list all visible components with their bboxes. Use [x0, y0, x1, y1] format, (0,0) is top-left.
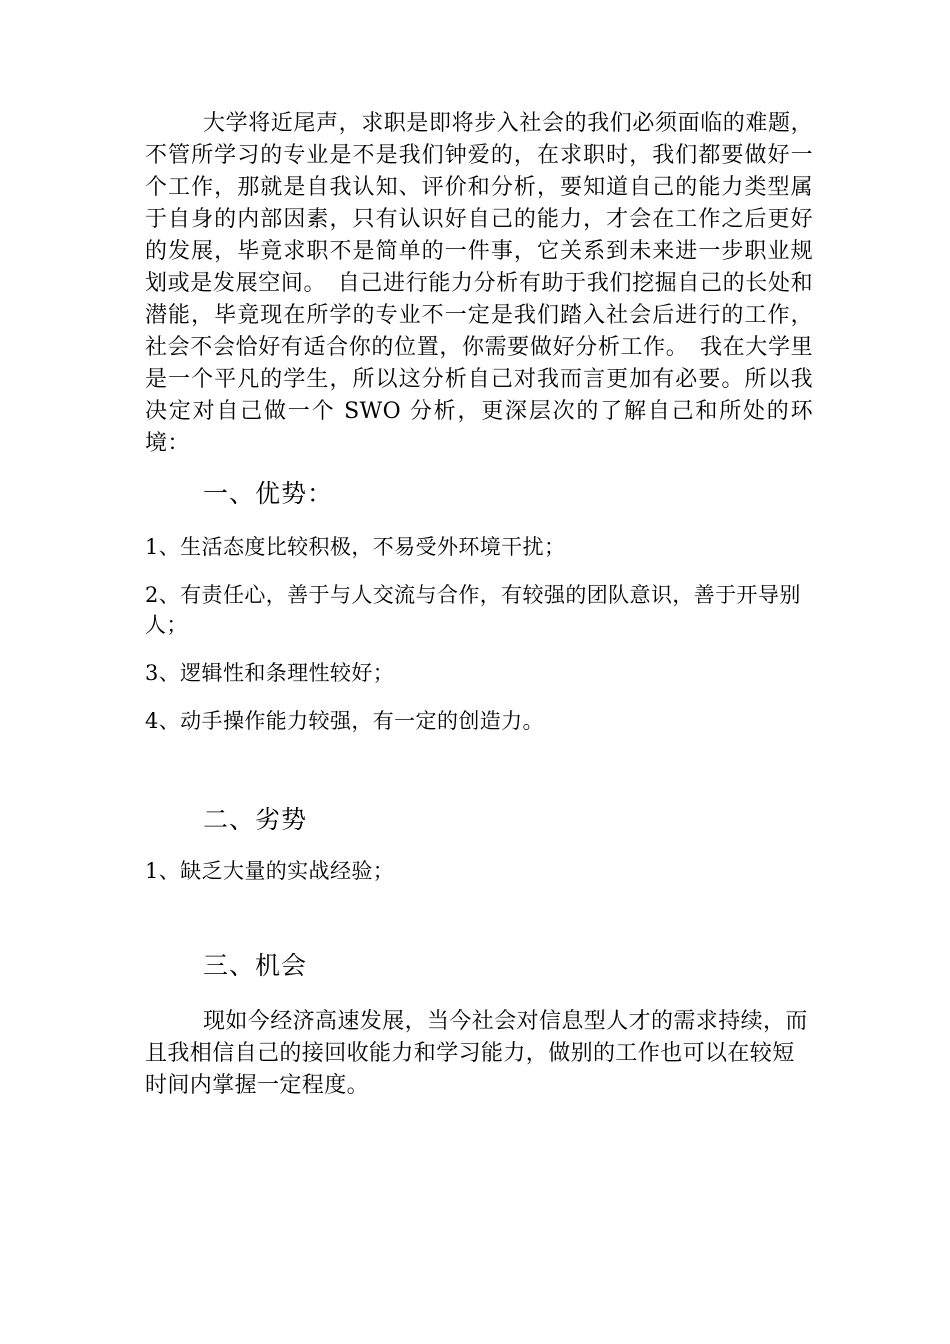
opportunities-paragraph: 现如今经济高速发展，当今社会对信息型人才的需求持续，而且我相信自己的接回收能力和学习能力，做别的工作也可以在较短时间内掌握一定程度。	[145, 1009, 808, 1098]
document-page	[145, 108, 813, 1102]
heading-strengths: 一、优势：	[203, 479, 334, 508]
intro-paragraph: 大学将近尾声，求职是即将步入社会的我们必须面临的难题，不管所学习的专业是不是我们钟爱的，在求职时，我们都要做好一个工作，那就是自我认知、评价和分析，要知道自己的能力类型属于自身的内部因素，只有认识好自己的能力，才会在工作之后更好的发展，毕竟求职不是简单的一件事，它关系到未来进一步职业规划或是发展空间。 自己进行能力分析有助于我们挖掘自己的长处和潜能，毕竟现在所学的专业不一定是我们踏入社会后进行的工作，社会不会恰好有适合你的位置，你需要做好分析工作。 我在大学里是一个平凡的学生，所以这分析自己对我而言更加有必要。所以我决定对自己做一个 SWO 分析，更深层次的了解自己和所处的环境：	[145, 111, 813, 456]
weakness-item-1: 1、缺乏大量的实战经验；	[145, 859, 395, 883]
strength-item-3: 3、逻辑性和条理性较好；	[145, 661, 395, 685]
strength-item-2: 2、有责任心，善于与人交流与合作，有较强的团队意识，善于开导别人；	[145, 583, 801, 637]
heading-opportunities: 三、机会	[203, 951, 308, 980]
strength-item-4: 4、动手操作能力较强，有一定的创造力。	[145, 709, 544, 733]
strength-item-1: 1、生活态度比较积极，不易受外环境干扰；	[145, 535, 566, 559]
heading-weaknesses: 二、劣势	[203, 805, 308, 834]
